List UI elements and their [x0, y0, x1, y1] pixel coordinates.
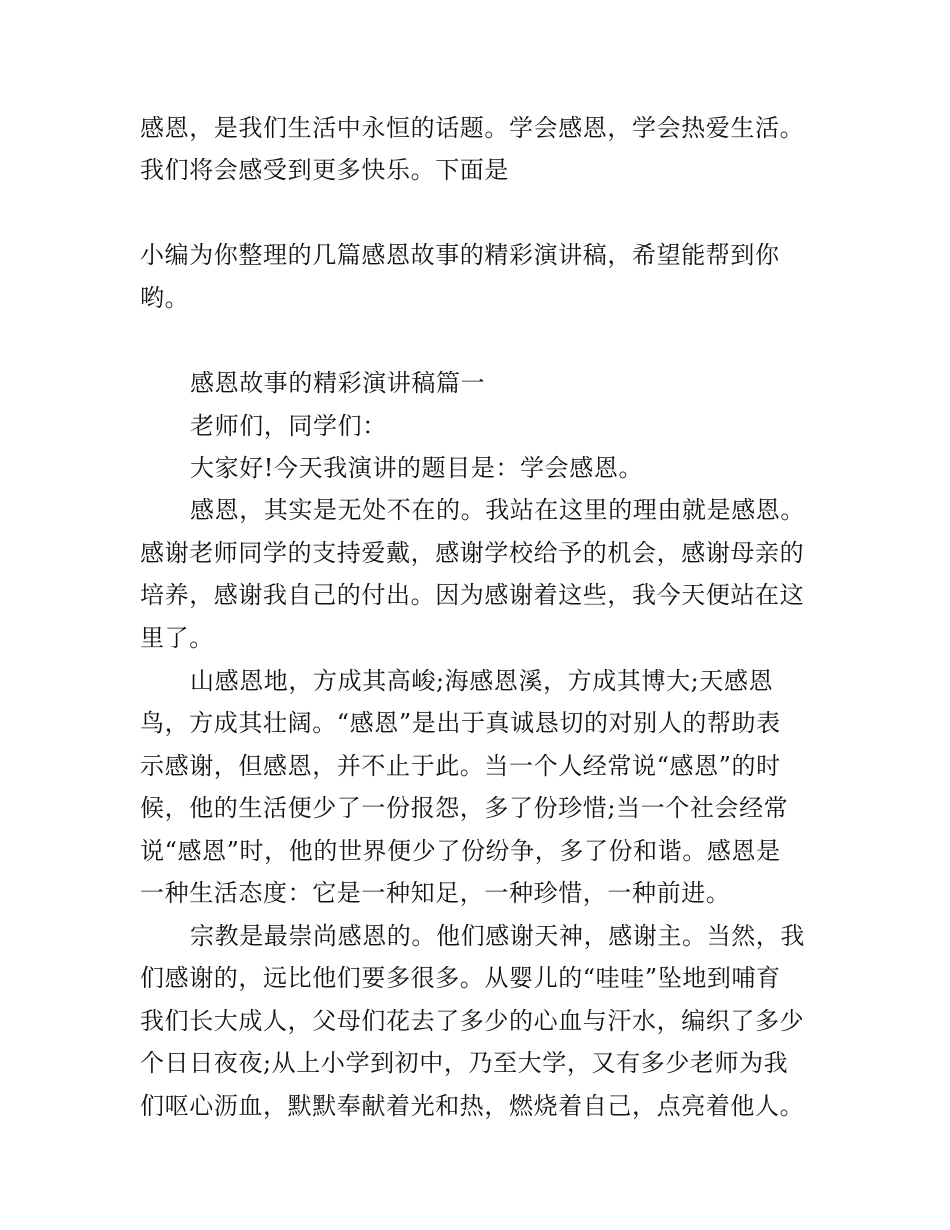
paragraph-2-line-2: 鸟，方成其壮阔。“感恩”是出于真诚恳切的对别人的帮助表	[140, 709, 781, 737]
article-title: 感恩故事的精彩演讲稿篇一	[190, 369, 486, 397]
paragraph-1-line-3: 培养，感谢我自己的付出。因为感谢着这些，我今天便站在这	[140, 581, 805, 609]
opening-line: 大家好!今天我演讲的题目是：学会感恩。	[190, 454, 644, 482]
paragraph-2-line-6: 一种生活态度：它是一种知足，一种珍惜，一种前进。	[140, 879, 731, 907]
paragraph-3-line-3: 我们长大成人，父母们花去了多少的心血与汗水，编织了多少	[140, 1007, 805, 1035]
paragraph-3-line-1: 宗教是最崇尚感恩的。他们感谢天神，感谢主。当然，我	[190, 922, 805, 950]
paragraph-2-line-4: 候，他的生活便少了一份报怨，多了份珍惜;当一个社会经常	[140, 794, 789, 822]
paragraph-2-line-1: 山感恩地，方成其高峻;海感恩溪，方成其博大;天感恩	[190, 667, 774, 695]
intro-line-4: 哟。	[140, 284, 190, 312]
intro-line-1: 感恩，是我们生活中永恒的话题。学会感恩，学会热爱生活。	[140, 114, 805, 142]
paragraph-1-line-2: 感谢老师同学的支持爱戴，感谢学校给予的机会，感谢母亲的	[140, 539, 805, 567]
paragraph-3-line-5: 们呕心沥血，默默奉献着光和热，燃烧着自己，点亮着他人。	[140, 1092, 805, 1120]
paragraph-1-line-1: 感恩，其实是无处不在的。我站在这里的理由就是感恩。	[190, 496, 805, 524]
intro-line-2: 我们将会感受到更多快乐。下面是	[140, 156, 509, 184]
paragraph-3-line-4: 个日日夜夜;从上小学到初中，乃至大学，又有多少老师为我	[140, 1049, 789, 1077]
intro-line-3: 小编为你整理的几篇感恩故事的精彩演讲稿，希望能帮到你	[140, 241, 780, 269]
paragraph-1-line-4: 里了。	[140, 624, 214, 652]
greeting: 老师们，同学们：	[190, 412, 387, 440]
paragraph-3-line-2: 们感谢的，远比他们要多很多。从婴儿的“哇哇”坠地到哺育	[140, 964, 781, 992]
paragraph-2-line-3: 示感谢，但感恩，并不止于此。当一个人经常说“感恩”的时	[140, 752, 781, 780]
paragraph-2-line-5: 说“感恩”时，他的世界便少了份纷争，多了份和谐。感恩是	[140, 837, 781, 865]
